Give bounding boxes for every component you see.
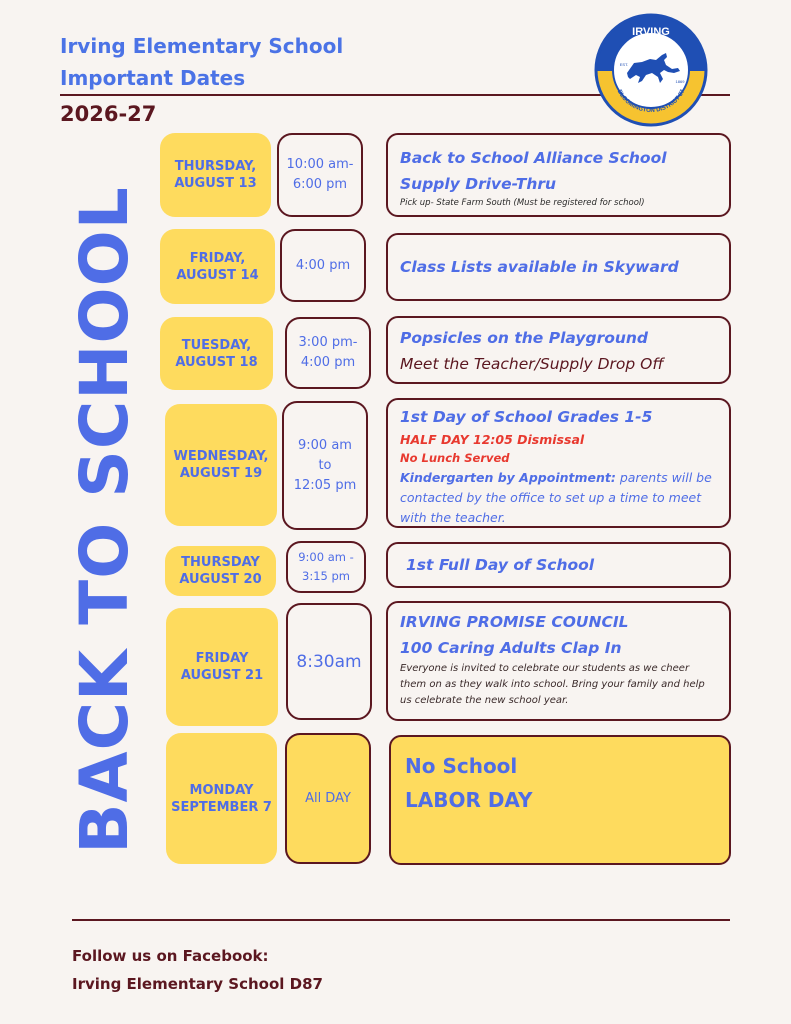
event-title: 1st Full Day of School <box>406 556 595 574</box>
event-note: Everyone is invited to celebrate our students as we cheer them on as they walk into school. Bring your family and help us celebrate the new school year. <box>400 663 705 706</box>
footer <box>72 942 323 998</box>
event-title-2: 100 Caring Adults Clap In <box>400 639 622 657</box>
logo-ring-text: BLOOMINGTON DISTRICT 87 <box>615 88 687 115</box>
logo-est-year: 1869 <box>675 79 685 84</box>
date-aug-20: THURSDAY AUGUST 20 <box>165 546 276 596</box>
half-day-note: HALF DAY 12:05 Dismissal <box>400 432 585 447</box>
date-aug-14: FRIDAY, AUGUST 14 <box>160 229 275 304</box>
event-sep-7 <box>389 735 731 865</box>
date-sep-7: MONDAY SEPTEMBER 7 <box>166 733 277 864</box>
header-title <box>60 30 343 94</box>
event-title: Class Lists available in Skyward <box>400 258 679 276</box>
page-subtitle: Important Dates <box>60 66 246 90</box>
time-aug-14: 4:00 pm <box>280 229 366 302</box>
event-aug-21 <box>386 601 731 721</box>
event-subtitle: Meet the Teacher/Supply Drop Off <box>400 355 664 373</box>
date-aug-21: FRIDAY AUGUST 21 <box>166 608 278 726</box>
no-lunch-note: No Lunch Served <box>400 451 510 465</box>
logo-top-text: IRVING <box>632 26 670 38</box>
event-aug-14 <box>386 233 731 301</box>
time-aug-13: 10:00 am- 6:00 pm <box>277 133 363 217</box>
event-title-2: LABOR DAY <box>405 788 533 812</box>
event-aug-18 <box>386 316 731 384</box>
time-aug-20: 9:00 am - 3:15 pm <box>286 541 366 593</box>
event-note: Pick up- State Farm South (Must be registered for school) <box>400 198 645 208</box>
school-name: Irving Elementary School <box>60 34 344 58</box>
event-aug-20 <box>386 542 731 588</box>
event-title: IRVING PROMISE COUNCIL <box>400 613 629 631</box>
logo-est: EST. <box>619 62 629 67</box>
vertical-title: BACK TO SCHOOL <box>66 186 143 854</box>
event-title: Back to School Alliance School Supply Drive-Thru <box>400 149 667 193</box>
date-aug-13: THURSDAY, AUGUST 13 <box>160 133 271 217</box>
time-aug-19: 9:00 am to 12:05 pm <box>282 401 368 530</box>
event-title: 1st Day of School Grades 1-5 <box>400 408 653 426</box>
time-sep-7: All DAY <box>285 733 371 864</box>
date-aug-19: WEDNESDAY, AUGUST 19 <box>165 404 277 526</box>
event-title: No School <box>405 754 518 778</box>
bottom-divider <box>72 919 730 921</box>
footer-line-2: Irving Elementary School D87 <box>72 975 323 993</box>
school-logo <box>594 13 708 127</box>
time-aug-21: 8:30am <box>286 603 372 720</box>
event-aug-13 <box>386 133 731 217</box>
event-aug-19 <box>386 398 731 528</box>
mustang-logo-icon <box>594 13 708 127</box>
kindergarten-note: Kindergarten by Appointment: parents will be contacted by the office to set up a time to meet with the teacher. <box>400 470 712 525</box>
footer-line-1: Follow us on Facebook: <box>72 947 269 965</box>
event-title: Popsicles on the Playground <box>400 329 649 347</box>
time-aug-18: 3:00 pm- 4:00 pm <box>285 317 371 389</box>
date-aug-18: TUESDAY, AUGUST 18 <box>160 317 273 390</box>
school-year: 2026-27 <box>60 102 157 126</box>
